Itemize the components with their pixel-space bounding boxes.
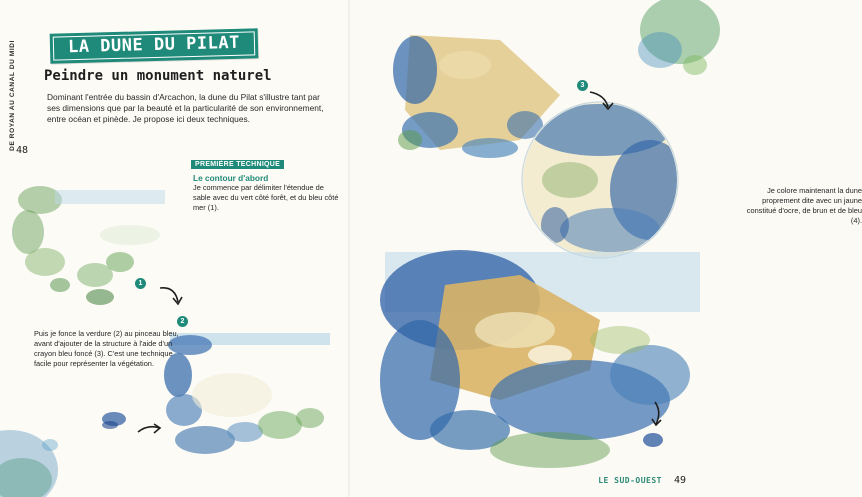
- step4-paragraph: Je colore maintenant la dune proprement dite avec un jaune constitué d'ocre, de brun et de bleu (4).: [746, 186, 862, 225]
- page-number-right: 49: [673, 475, 686, 486]
- step-number-2: 2: [177, 316, 188, 327]
- detail-magnifier: [520, 100, 690, 260]
- technique-label: PREMIÈRE TECHNIQUE: [191, 160, 284, 169]
- step4-text: [742, 186, 862, 226]
- arrow-head-icon: [154, 424, 160, 433]
- left-page: [0, 0, 350, 497]
- running-head: DE ROYAN AU CANAL DU MIDI: [9, 40, 16, 151]
- scribble-sample: [102, 412, 126, 429]
- intro-paragraph: [47, 92, 325, 125]
- scribble-sample: [643, 433, 663, 447]
- step2-watercolor-sketch: [164, 333, 330, 454]
- step2-text: [34, 329, 184, 369]
- title-banner: [50, 28, 259, 63]
- right-page-illustrations: [350, 0, 700, 497]
- section-footer: LE SUD-OUEST: [598, 476, 662, 485]
- right-page: [350, 0, 862, 497]
- paint-splash-top-right: [638, 0, 720, 75]
- step1-text: [193, 183, 343, 213]
- page-subtitle: Peindre un monument naturel: [44, 68, 272, 84]
- step2-paragraph: Puis je fonce la verdure (2) au pinceau bleu, avant d'ajouter de la structure à l'aide d'un crayon bleu foncé (3). C'est une technique facile pour représenter la végétation.: [34, 329, 179, 368]
- step-number-1: 1: [135, 278, 146, 289]
- page-number-left: 48: [16, 145, 29, 156]
- step-number-3: 3: [577, 80, 588, 91]
- paint-splash-bottom-left: [0, 430, 58, 497]
- technique-subtitle: Le contour d'abord: [193, 173, 269, 183]
- page-title: LA DUNE DU PILAT: [67, 32, 241, 58]
- intro-text: Dominant l'entrée du bassin d'Arcachon, la dune du Pilat s'illustre tant par ses dimensions que par la beauté et la particularité de son environnement, entre océan et pinède. Je propose ici deux techniques.: [47, 92, 324, 124]
- step1-paragraph: Je commence par délimiter l'étendue de sable avec du vert côté forêt, et du bleu côté mer (1).: [193, 183, 339, 212]
